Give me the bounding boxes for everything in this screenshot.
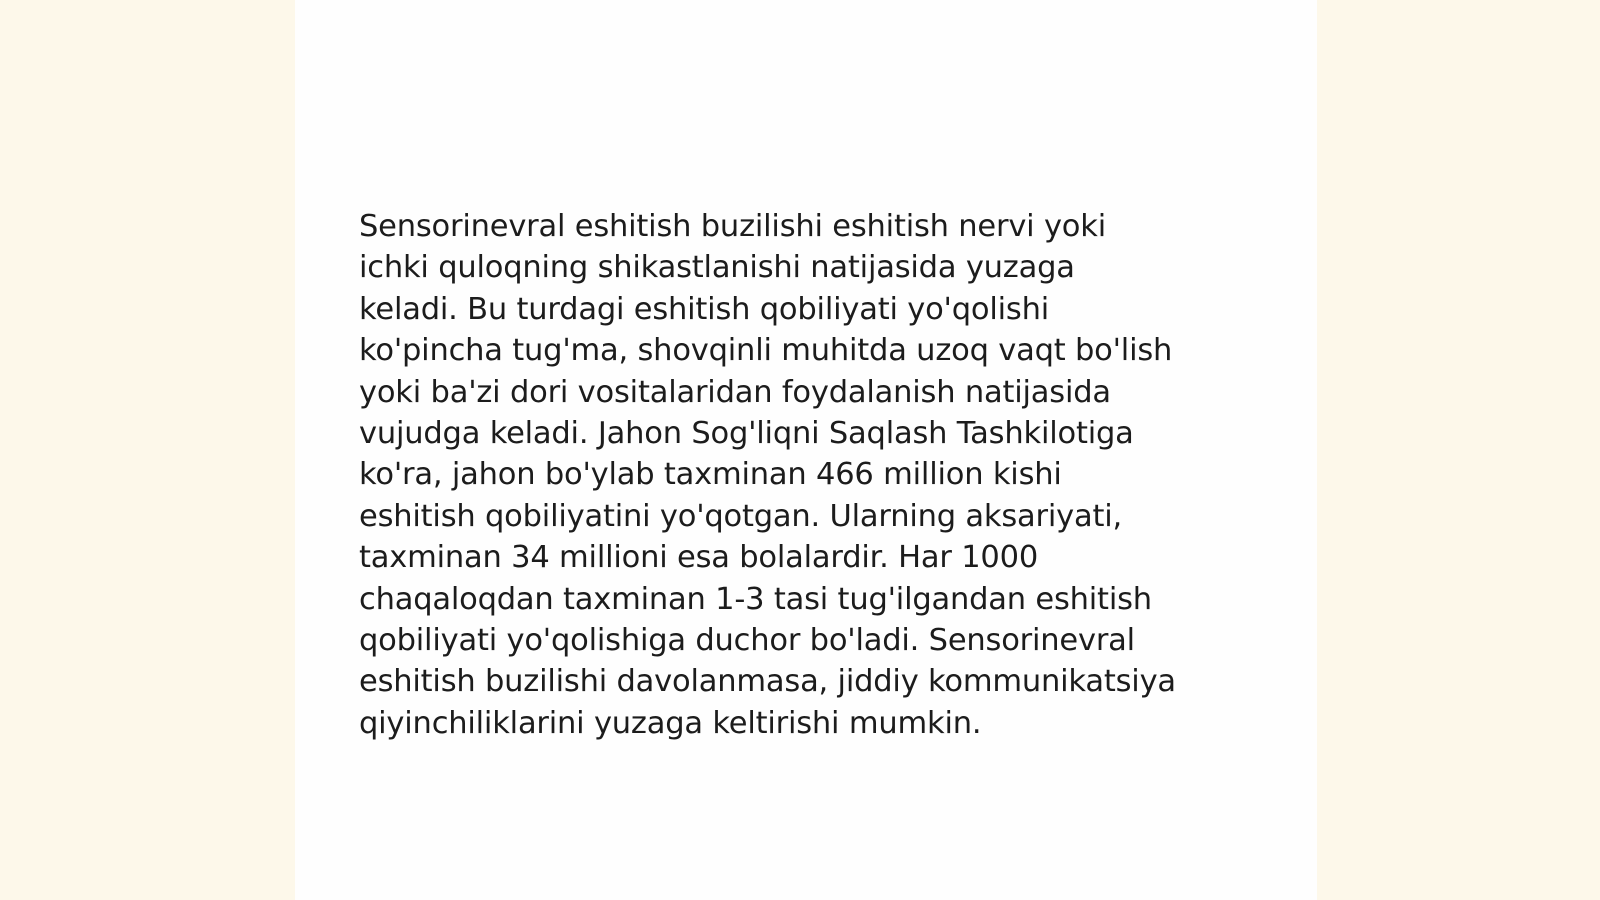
text-line: qobiliyati yo'qolishiga duchor bo'ladi. Sensorinevral [359,623,1135,659]
text-line: Sensorinevral eshitish buzilishi eshitish nervi yoki [359,209,1106,244]
text-line: ko'ra, jahon bo'ylab taxminan 466 million kishi [359,457,1062,493]
text-line: chaqaloqdan taxminan 1-3 tasi tug'ilgandan eshitish [359,581,1152,617]
text-line: yoki ba'zi dori vositalaridan foydalanish natijasida [359,374,1111,410]
text-line: eshitish qobiliyatini yo'qotgan. Ularning aksariyati, [359,498,1123,534]
text-line: ichki quloqning shikastlanishi natijasida yuzaga [359,250,1075,286]
text-line: taxminan 34 millioni esa bolalardir. Har 1000 [359,540,1039,576]
document-page [295,0,1317,900]
body-paragraph [359,206,1249,744]
text-line: keladi. Bu turdagi eshitish qobiliyati yo'qolishi [359,291,1049,327]
text-line: ko'pincha tug'ma, shovqinli muhitda uzoq vaqt bo'lish [359,333,1173,369]
text-line: qiyinchiliklarini yuzaga keltirishi mumkin. [359,705,982,741]
text-line: vujudga keladi. Jahon Sog'liqni Saqlash Tashkilotiga [359,416,1134,452]
text-line: eshitish buzilishi davolanmasa, jiddiy kommunikatsiya [359,664,1176,700]
